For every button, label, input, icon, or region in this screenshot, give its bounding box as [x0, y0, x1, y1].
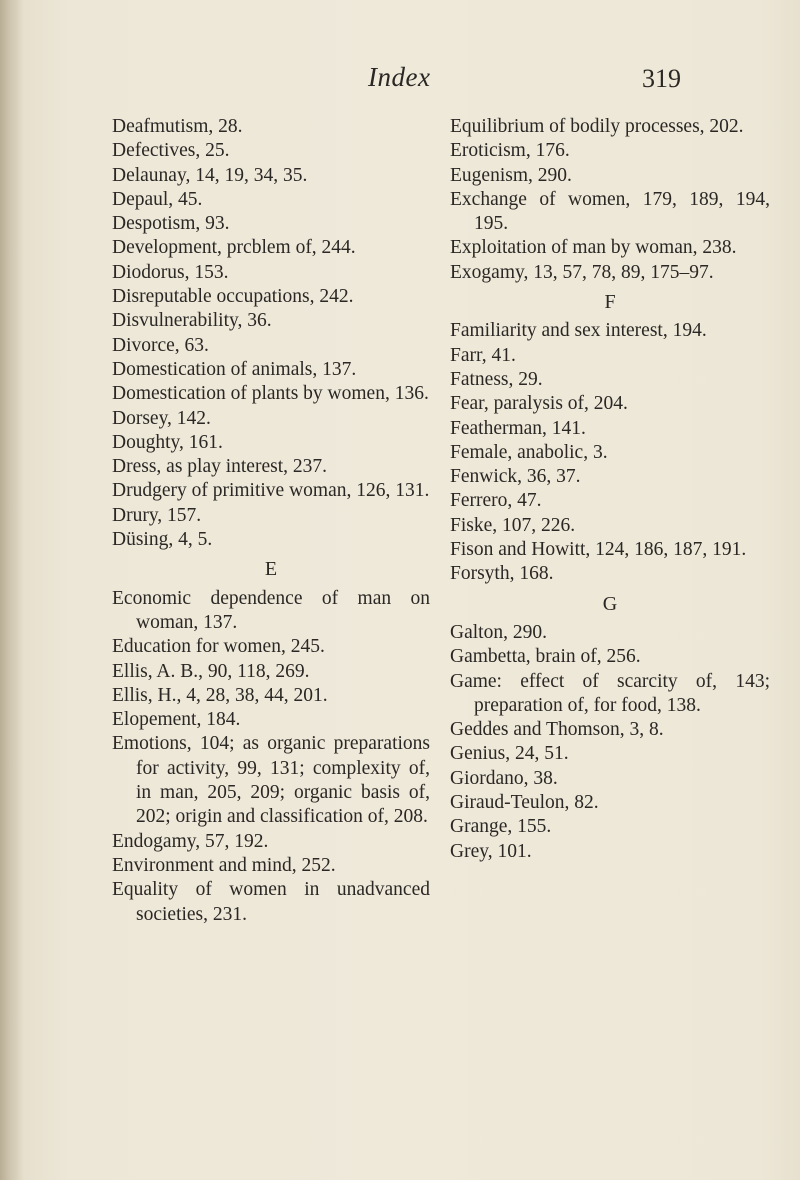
index-entry: Genius, 24, 51. — [450, 743, 569, 765]
section-letter-f: F — [604, 291, 616, 314]
index-entry: Endogamy, 57, 192. — [112, 830, 269, 852]
index-entry: Gambetta, brain of, 256. — [450, 646, 641, 668]
section-letter-e: E — [264, 558, 278, 581]
index-entry: Exploitation of man by woman, 238. — [450, 237, 737, 259]
index-entry: Eugenism, 290. — [450, 164, 572, 186]
index-entry: Disvulnerability, 36. — [112, 310, 272, 332]
index-entry: Elopement, 184. — [112, 709, 241, 731]
index-entry: Giordano, 38. — [450, 767, 558, 789]
running-title: Index — [368, 62, 431, 92]
index-entry: Defectives, 25. — [112, 140, 230, 162]
index-entry: Ferrero, 47. — [450, 490, 542, 512]
index-entry: Domestication of plants by women, 136. — [112, 383, 429, 405]
index-column-left — [112, 115, 430, 927]
index-entry: Depaul, 45. — [112, 188, 203, 210]
page-header — [0, 62, 800, 98]
index-entry: Farr, 41. — [450, 344, 516, 366]
index-entry: Düsing, 4, 5. — [112, 529, 213, 551]
index-entry: Disreputable occupations, 242. — [112, 286, 354, 308]
index-entry: Delaunay, 14, 19, 34, 35. — [112, 164, 308, 186]
index-entry: Fenwick, 36, 37. — [450, 466, 581, 488]
index-entry: Education for women, 245. — [112, 636, 325, 658]
index-entry: Giraud-Teulon, 82. — [450, 792, 599, 814]
page-binding-shadow — [0, 0, 24, 1180]
section-letter-g: G — [602, 592, 618, 615]
index-entry: Divorce, 63. — [112, 334, 209, 356]
index-entry: Ellis, A. B., 90, 118, 269. — [112, 660, 310, 682]
index-entry: Fear, paralysis of, 204. — [450, 393, 628, 415]
index-entry: Geddes and Thomson, 3, 8. — [450, 719, 664, 741]
index-entry: Fiske, 107, 226. — [450, 514, 576, 536]
index-entry: Ellis, H., 4, 28, 38, 44, 201. — [112, 684, 328, 706]
index-entry: Dorsey, 142. — [112, 407, 211, 429]
index-entry: Exchange of women, 179, 189, 194, 195. — [450, 188, 770, 235]
index-entry: Equality of women in unadvanced societies, 231. — [112, 879, 430, 925]
index-entry: Eroticism, 176. — [450, 140, 570, 162]
index-entry: Galton, 290. — [450, 621, 547, 643]
index-entry: Deafmutism, 28. — [112, 116, 243, 137]
index-entry: Grange, 155. — [450, 816, 552, 838]
index-entry: Forsyth, 168. — [450, 563, 554, 585]
index-entry: Female, anabolic, 3. — [450, 441, 608, 463]
index-entry: Game: effect of scarcity of, 143; preparation of, for food, 138. — [450, 670, 770, 716]
index-entry: Dress, as play interest, 237. — [112, 456, 327, 478]
index-entry: Fatness, 29. — [450, 368, 543, 390]
index-entry: Exogamy, 13, 57, 78, 89, 175–97. — [450, 261, 714, 283]
index-entry: Drudgery of primitive woman, 126, 131. — [112, 480, 430, 502]
index-entry: Equilibrium of bodily processes, 202. — [450, 116, 744, 137]
index-entry: Economic dependence of man on woman, 137. — [112, 587, 430, 633]
index-column-right — [450, 115, 770, 864]
index-entry: Diodorus, 153. — [112, 261, 229, 283]
index-entry: Development, prcblem of, 244. — [112, 237, 356, 259]
index-entry: Domestication of animals, 137. — [112, 358, 357, 380]
index-entry: Fison and Howitt, 124, 186, 187, 191. — [450, 539, 747, 561]
index-entry: Featherman, 141. — [450, 417, 586, 439]
index-entry: Grey, 101. — [450, 840, 532, 862]
page-number: 319 — [642, 64, 681, 93]
index-entry: Emotions, 104; as organic preparations for activity, 99, 131; complexity of, in man, 205, 209; organic basis of, 202; origin and classification of, 208. — [112, 733, 430, 828]
index-entry: Environment and mind, 252. — [112, 854, 336, 876]
index-entry: Despotism, 93. — [112, 213, 230, 235]
index-entry: Drury, 157. — [112, 504, 202, 526]
index-entry: Familiarity and sex interest, 194. — [450, 320, 707, 342]
index-entry: Doughty, 161. — [112, 431, 223, 453]
